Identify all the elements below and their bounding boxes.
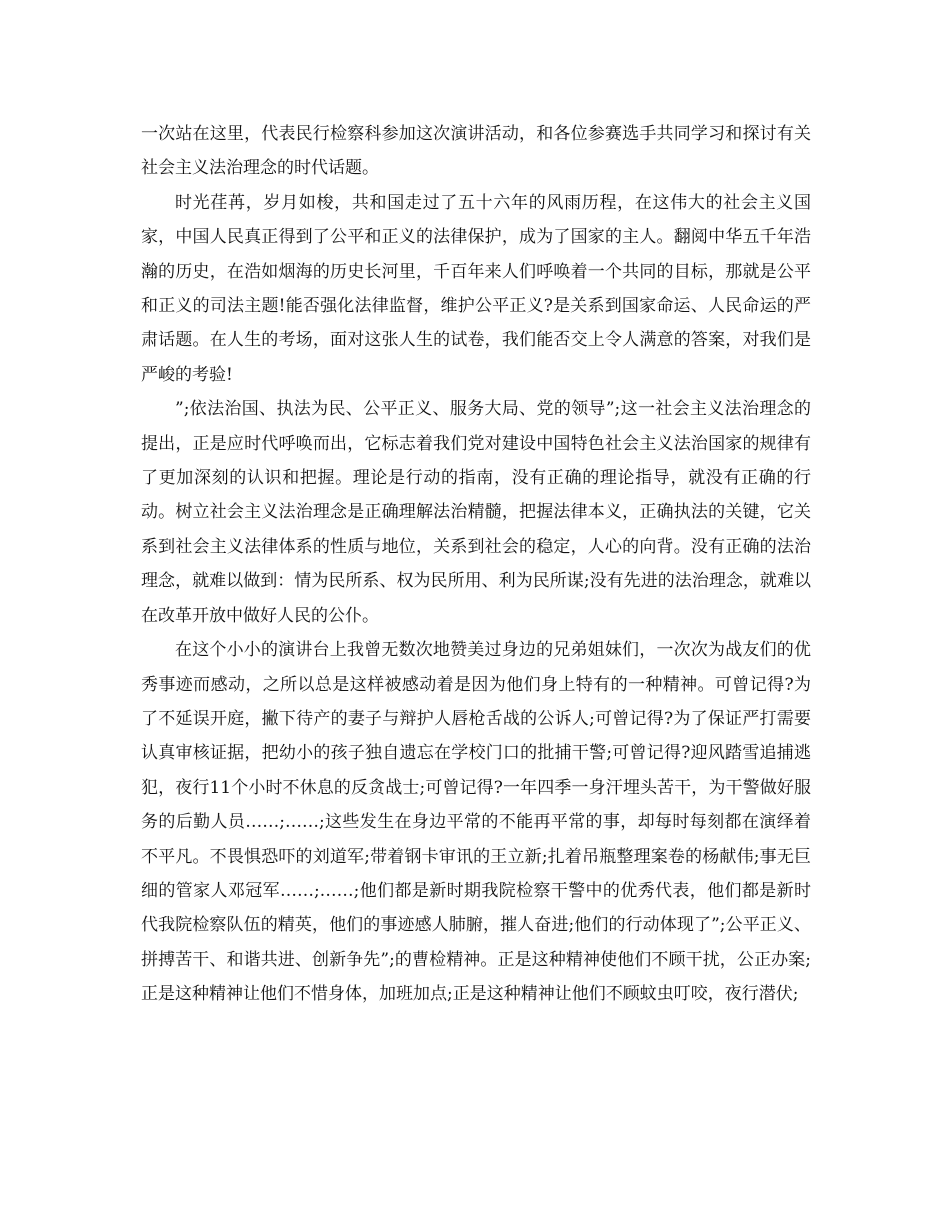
paragraph-4: 在这个小小的演讲台上我曾无数次地赞美过身边的兄弟姐妹们，一次次为战友们的优秀事迹而感动，之所以总是这样被感动着是因为他们身上特有的一种精神。可曾记得?为了不延误开庭，撇下待产的妻子与辩护人唇枪舌战的公诉人;可曾记得?为了保证严打需要认真审核证据，把幼小的孩子独自遗忘在学校门口的批捕干警;可曾记得?迎风踏雪追捕逃犯，夜行11个小时不休息的反贪战士;可曾记得?一年四季一身汗埋头苦干，为干警做好服务的后勤人员……;……;这些发生在身边平常的不能再平常的事，却每时每刻都在演绎着不平凡。不畏惧恐吓的刘道军;带着钢卡审讯的王立新;扎着吊瓶整理案卷的杨献伟;事无巨细的管家人邓冠军……;……;他们都是新时期我院检察干警中的优秀代表，他们都是新时代我院检察队伍的精英，他们的事迹感人肺腑，摧人奋进;他们的行动体现了”;公平正义、拼搏苦干、和谐共进、创新争先”;的曹检精神。正是这种精神使他们不顾干扰，公正办案;正是这种精神让他们不惜身体，加班加点;正是这种精神让他们不顾蚊虫叮咬，夜行潜伏;: [141, 640, 811, 1005]
paragraph-3: ”;依法治国、执法为民、公平正义、服务大局、党的领导”;这一社会主义法治理念的提出，正是应时代呼唤而出，它标志着我们党对建设中国特色社会主义法治国家的规律有了更加深刻的认识和把握。理论是行动的指南，没有正确的理论指导，就没有正确的行动。树立社会主义法治理念是正确理解法治精髓，把握法律本义，正确执法的关键，它关系到社会主义法律体系的性质与地位，关系到社会的稳定，人心的向背。没有正确的法治理念，就难以做到：情为民所系、权为民所用、利为民所谋;没有先进的法治理念，就难以在改革开放中做好人民的公仆。: [141, 399, 811, 626]
document-body: [141, 117, 811, 1012]
paragraph-1: 一次站在这里，代表民行检察科参加这次演讲活动，和各位参赛选手共同学习和探讨有关社会主义法治理念的时代话题。: [141, 124, 811, 179]
paragraph-2: 时光荏苒，岁月如梭，共和国走过了五十六年的风雨历程，在这伟大的社会主义国家，中国人民真正得到了公平和正义的法律保护，成为了国家的主人。翻阅中华五千年浩瀚的历史，在浩如烟海的历史长河里，千百年来人们呼唤着一个共同的目标，那就是公平和正义的司法主题!能否强化法律监督，维护公平正义?是关系到国家命运、人民命运的严肃话题。在人生的考场，面对这张人生的试卷，我们能否交上令人满意的答案，对我们是严峻的考验!: [141, 192, 811, 385]
